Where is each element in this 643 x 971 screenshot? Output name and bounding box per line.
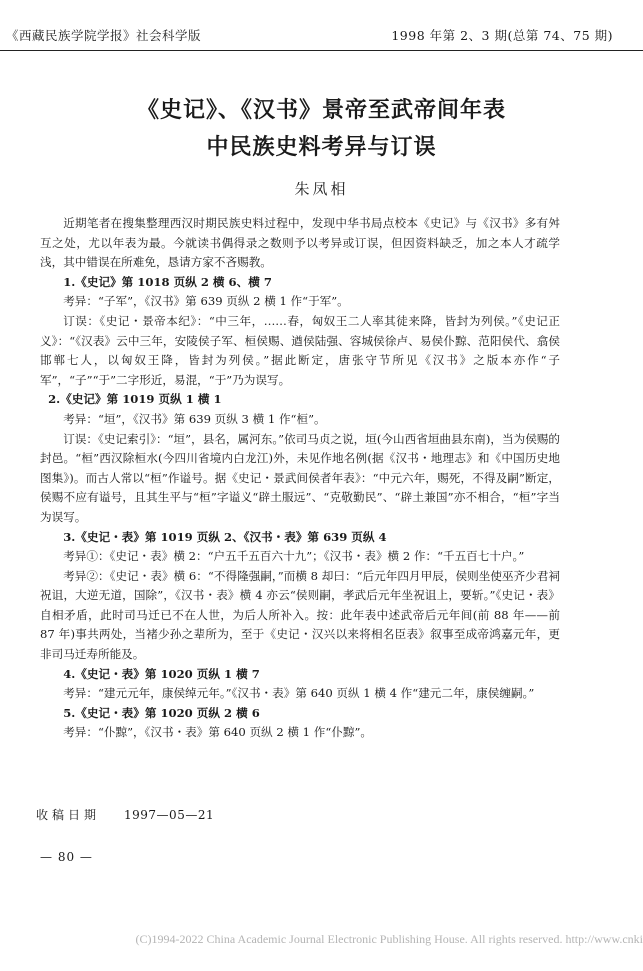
- article-title-line2: 中民族史料考异与订误: [206, 134, 437, 160]
- received-label: 收稿日期: [36, 808, 101, 822]
- article-title-line1: 《史记》、《汉书》景帝至武帝间年表: [136, 97, 506, 123]
- item-3-heading: 3.《史记・表》第 1019 页纵 2、《汉书・表》第 639 页纵 4: [63, 529, 387, 544]
- item-1-heading: 1.《史记》第 1018 页纵 2 横 6、横 7: [63, 274, 272, 289]
- item-1-kaoyi: 考异：“子军”，《汉书》第 639 页纵 2 横 1 作“于军”。: [63, 294, 349, 309]
- item-4-kaoyi: 考异：“建元元年，康侯绰元年。”《汉书・表》第 640 页纵 1 横 4 作“建元二年，康侯缠嗣。”: [63, 686, 535, 701]
- item-3-kaoyi-1: 考异①：《史记・表》横 2：“户五千五百六十九”；《汉书・表》横 2 作：“千五百七十户。”: [63, 549, 525, 564]
- journal-name: 《西藏民族学院学报》社会科学版: [6, 28, 202, 43]
- page-number: — 80 —: [40, 850, 93, 864]
- item-5-heading: 5.《史记・表》第 1020 页纵 2 横 6: [63, 705, 260, 720]
- item-1-dingwu: 订误：《史记・景帝本纪》：“中三年，……春，匈奴王二人率其徒来降，皆封为列侯。”《史记正义》：“《汉表》云中三年，安陵侯子军、桓侯赐、遒侯陆强、容城侯徐卢、易侯仆黥、范阳侯代、翕侯邯郸七人，以匈奴王降，皆封为列侯。”据此断定，唐张守节所见《汉书》之版本亦作“子军”，“子”“于”二字形近，易混，“于”乃为误写。: [40, 313, 560, 387]
- header-rule: [0, 50, 643, 51]
- copyright-footer: (C)1994-2022 China Academic Journal Electronic Publishing House. All rights reserved. http://www.cnki: [135, 932, 643, 946]
- article-body: [40, 214, 560, 743]
- item-5-kaoyi: 考异：“仆黥”，《汉书・表》第 640 页纵 2 横 1 作“仆黥”。: [63, 725, 372, 740]
- item-3-kaoyi-2: 考异②：《史记・表》横 6：“不得隆强嗣，”而横 8 却曰：“后元年四月甲辰，侯则坐使巫齐少君祠祝诅，大逆无道，国除”，《汉书・表》横 4 亦云“侯则嗣，孝武后元年坐祝诅上，要斩。”《史记・表》自相矛盾，此时司马迁已不在人世，为后人所补入。按：此年表中述武帝后元年间(前 88 年——前 87 年)事共两处，当褚少孙之辈所为，至于《史记・汉兴以来将相名臣表》叙事至成帝鸿嘉元年，更非司马迁寿所能及。: [40, 568, 560, 662]
- received-date-line: [36, 806, 214, 823]
- author: 朱凤相: [294, 180, 349, 198]
- received-date: 1997—05—21: [124, 808, 215, 822]
- item-2-dingwu: 订误：《史记索引》：“垣”，县名，属河东。”依司马贞之说，垣(今山西省垣曲县东南)，当为侯赐的封邑。“桓”西汉除桓水(今四川省境内白龙江)外，未见作地名例(据《汉书・地理志》和《中国历史地图集》)。而古人常以“桓”作谥号。据《史记・景武间侯者年表》：“中元六年，赐死，不得及嗣”断定，侯赐不应有谥号，且其生平与“桓”字谥义“辟土服远”、“克敬勤民”、“辟土兼国”亦不相合，“桓”字当为误写。: [40, 431, 560, 524]
- issue-info: 1998 年第 2、3 期(总第 74、75 期): [391, 28, 613, 43]
- item-2-heading: 2.《史记》第 1019 页纵 1 横 1: [48, 392, 222, 407]
- item-2-kaoyi: 考异：“垣”，《汉书》第 639 页纵 3 横 1 作“桓”。: [63, 411, 326, 426]
- intro-paragraph: 近期笔者在搜集整理西汉时期民族史料过程中，发现中华书局点校本《史记》与《汉书》多有舛互之处，尤以年表为最。今就读书偶得录之数则予以考异或订误，但因资料缺乏，加之本人才疏学浅，其中错误在所难免，恳请方家不吝赐教。: [40, 216, 560, 270]
- item-4-heading: 4.《史记・表》第 1020 页纵 1 横 7: [63, 666, 260, 681]
